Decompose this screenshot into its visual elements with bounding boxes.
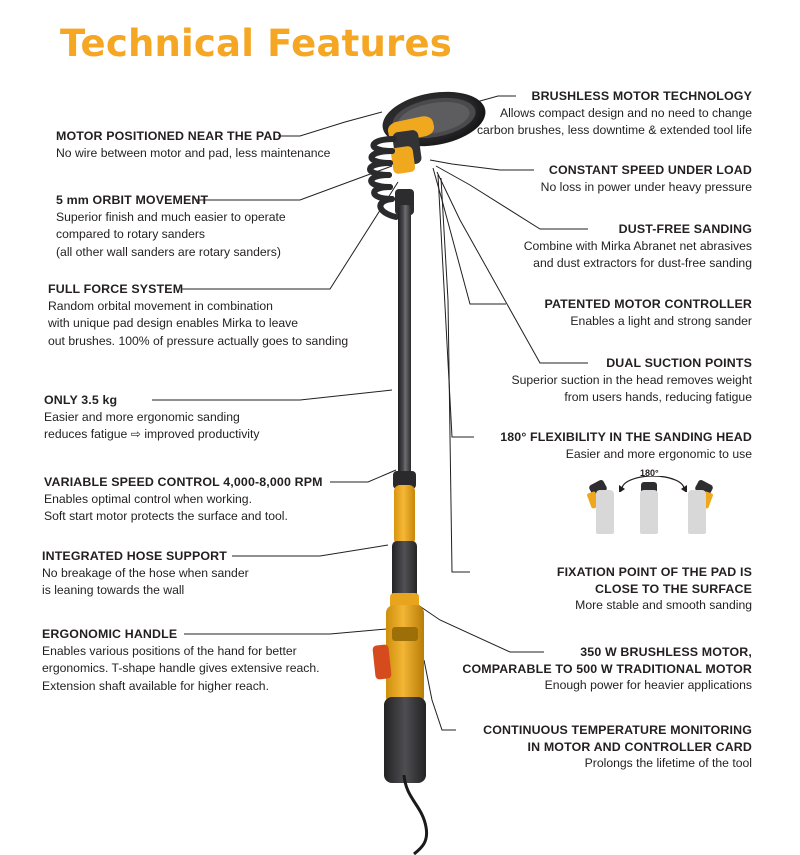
callout-only-weight (44, 392, 259, 444)
callout-dust-free-sanding (524, 221, 752, 273)
callout-patented-motor-controller (545, 296, 753, 330)
callout-line: Allows compact design and no need to change (499, 105, 752, 120)
ergonomic-handle-part (386, 605, 424, 705)
callout-line: Enables optimal control when working. (44, 491, 252, 506)
callout-line: Random orbital movement in combination (48, 298, 273, 313)
callout-orbit-movement (56, 192, 286, 262)
callout-ergonomic-handle (42, 626, 320, 696)
callout-heading: ERGONOMIC HANDLE (42, 627, 178, 641)
callout-line: with unique pad design enables Mirka to leave (48, 316, 299, 331)
extension-tube (398, 205, 411, 505)
callout-line: reduces fatigue ⇨ improved productivity (44, 427, 260, 442)
trigger-switch (372, 644, 391, 679)
callout-continuous-temperature-monitoring (483, 722, 752, 773)
flex-unit-left (588, 482, 622, 536)
callout-line: Enables various positions of the hand for better (42, 643, 297, 658)
motor-body (392, 541, 417, 599)
callout-line: Easier and more ergonomic sanding (44, 409, 240, 424)
callout-heading: 5 mm ORBIT MOVEMENT (56, 193, 209, 207)
flex-hand-middle (640, 490, 658, 534)
callout-line: out brushes. 100% of pressure actually goes to sanding (48, 334, 349, 349)
callout-heading: FULL FORCE SYSTEM (48, 282, 184, 296)
callout-heading: FIXATION POINT OF THE PAD IS (556, 565, 752, 579)
callout-line: and dust extractors for dust-free sanding (533, 256, 752, 271)
callout-dual-suction-points (511, 355, 752, 407)
callout-heading: PATENTED MOTOR CONTROLLER (544, 297, 752, 311)
callout-line: is leaning towards the wall (42, 583, 185, 598)
callout-heading: DUST-FREE SANDING (618, 222, 752, 236)
callout-heading: MOTOR POSITIONED NEAR THE PAD (56, 129, 282, 143)
callout-heading: ONLY 3.5 kg (44, 393, 118, 407)
callout-line: No wire between motor and pad, less maintenance (56, 145, 331, 160)
flex-unit-middle (632, 482, 666, 536)
page-title: Technical Features (60, 22, 453, 65)
callout-line: Superior suction in the head removes weight (511, 372, 752, 387)
callout-full-force-system (48, 281, 348, 351)
callout-heading: INTEGRATED HOSE SUPPORT (42, 549, 227, 563)
callout-heading: CONSTANT SPEED UNDER LOAD (548, 163, 752, 177)
callout-motor-positioned-near-pad (56, 128, 330, 162)
callout-line: More stable and smooth sanding (575, 598, 752, 613)
flex-head-illustration (588, 470, 730, 538)
callout-line: from users hands, reducing fatigue (564, 390, 752, 405)
callout-line: Easier and more ergonomic to use (565, 446, 752, 461)
callout-heading: 350 W BRUSHLESS MOTOR, (580, 645, 752, 659)
callout-heading: DUAL SUCTION POINTS (606, 356, 752, 370)
callout-heading-2: COMPARABLE TO 500 W TRADITIONAL MOTOR (462, 661, 752, 676)
power-cord (400, 775, 440, 855)
callout-heading-2: IN MOTOR AND CONTROLLER CARD (527, 739, 752, 754)
flex-unit-right (680, 482, 714, 536)
callout-heading: BRUSHLESS MOTOR TECHNOLOGY (531, 89, 752, 103)
callout-integrated-hose-support (42, 548, 249, 600)
callout-line: Soft start motor protects the surface and tool. (44, 509, 288, 524)
callout-line: Extension shaft available for higher reach. (42, 679, 269, 694)
callout-line: carbon brushes, less downtime & extended tool life (476, 123, 752, 138)
wall-sander-illustration (340, 85, 520, 785)
handle-lower-body (384, 697, 426, 783)
callout-heading: CONTINUOUS TEMPERATURE MONITORING (483, 723, 752, 737)
callout-variable-speed-control (44, 474, 323, 526)
flex-hand-left (596, 490, 614, 534)
callout-line: Enough power for heavier applications (544, 678, 752, 693)
dust-hose (358, 133, 402, 229)
callout-line: Enables a light and strong sander (570, 313, 752, 328)
callout-line: Prolongs the lifetime of the tool (584, 756, 752, 771)
callout-line: Combine with Mirka Abranet net abrasives (523, 238, 752, 253)
callout-line: ergonomics. T-shape handle gives extensive reach. (42, 661, 320, 676)
callout-line: compared to rotary sanders (56, 227, 206, 242)
flex-angle-label: 180° (640, 468, 659, 478)
callout-line: No breakage of the hose when sander (42, 565, 249, 580)
speed-control-dial (392, 627, 418, 641)
callout-flexibility-sanding-head (500, 429, 752, 463)
mid-grip (394, 485, 415, 545)
callout-line: (all other wall sanders are rotary sanders) (56, 245, 281, 260)
callout-heading: 180° FLEXIBILITY IN THE SANDING HEAD (500, 430, 752, 444)
callout-heading-2: CLOSE TO THE SURFACE (595, 581, 752, 596)
callout-heading: VARIABLE SPEED CONTROL 4,000-8,000 RPM (44, 475, 323, 489)
callout-fixation-point-of-pad (557, 564, 752, 615)
flex-hand-right (688, 490, 706, 534)
callout-line: Superior finish and much easier to operate (56, 209, 286, 224)
callout-constant-speed-under-load (541, 162, 752, 196)
callout-line: No loss in power under heavy pressure (540, 179, 752, 194)
